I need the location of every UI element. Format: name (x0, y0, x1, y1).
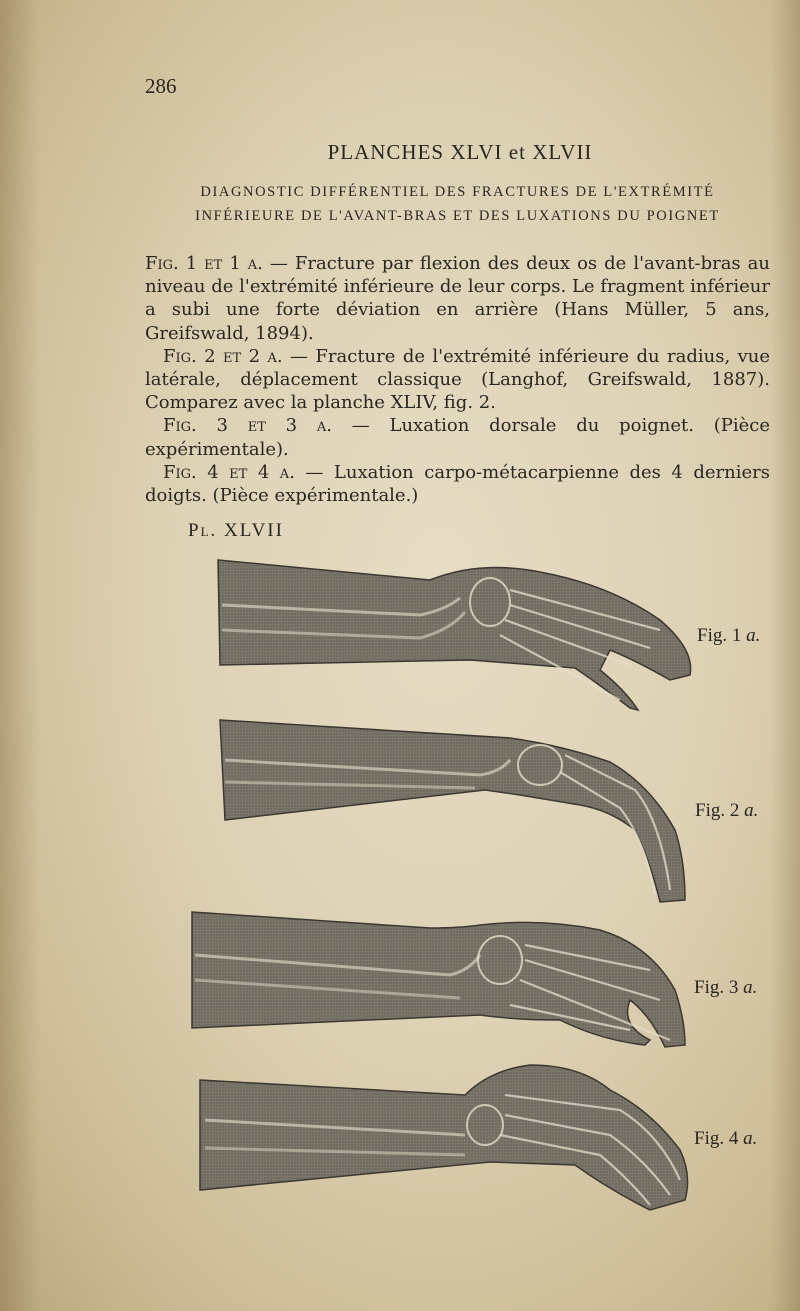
plate-title: PLANCHES XLVI et XLVII (327, 140, 593, 164)
description-fig-1 (145, 252, 770, 345)
figure-label-4: Fig. 4 a. (694, 1128, 758, 1149)
description-fig-3 (145, 414, 770, 460)
description-text: — Fracture de l'extrémité inférieure du radius, vue latérale, déplacement classique (Langhof, Greifswald, 1887). Comparez avec la planche XLIV, fig. 2. (145, 345, 771, 414)
xray-figure-3 (192, 912, 685, 1047)
page-shadow-left (0, 0, 40, 1311)
xray-figure-4 (200, 1065, 688, 1210)
xray-figure-2 (220, 720, 685, 902)
description-fig-2 (145, 345, 770, 415)
xray-figure-1 (218, 560, 691, 710)
description-fig-4 (145, 461, 770, 507)
fig-reference: Fig. 1 et 1 a. (145, 253, 263, 274)
figure-label-2: Fig. 2 a. (695, 800, 759, 821)
fig-reference: Fig. 3 et 3 a. (163, 415, 332, 437)
page-number: 286 (145, 74, 177, 98)
description-text: — Luxation dorsale du poignet. (Pièce expérimentale). (145, 415, 770, 460)
description-text: — Fracture par flexion des deux os de l'avant-bras au niveau de l'extrémité inférieure de leur corps. Le fragment inférieur a subi une forte déviation en arrière (Hans Müller, 5 ans, Greifswald, 1894). (145, 253, 770, 344)
figure-label-1: Fig. 1 a. (697, 625, 761, 646)
figure-descriptions (145, 252, 770, 507)
fig-reference: Fig. 2 et 2 a. (163, 345, 283, 367)
page-shadow-right (770, 0, 800, 1311)
xray-plate-illustration (180, 550, 720, 1230)
section-subtitle-line-1: DIAGNOSTIC DIFFÉRENTIEL DES FRACTURES DE L'EXTRÉMITÉ (200, 184, 715, 200)
description-text: — Luxation carpo-métacarpienne des 4 derniers doigts. (Pièce expérimentale.) (145, 461, 770, 507)
figure-label-3: Fig. 3 a. (694, 977, 758, 998)
fig-reference: Fig. 4 et 4 a. (163, 461, 295, 483)
plate-label: Pl. XLVII (188, 520, 284, 541)
section-subtitle-line-2: INFÉRIEURE DE L'AVANT-BRAS ET DES LUXATIONS DU POIGNET (195, 208, 720, 224)
